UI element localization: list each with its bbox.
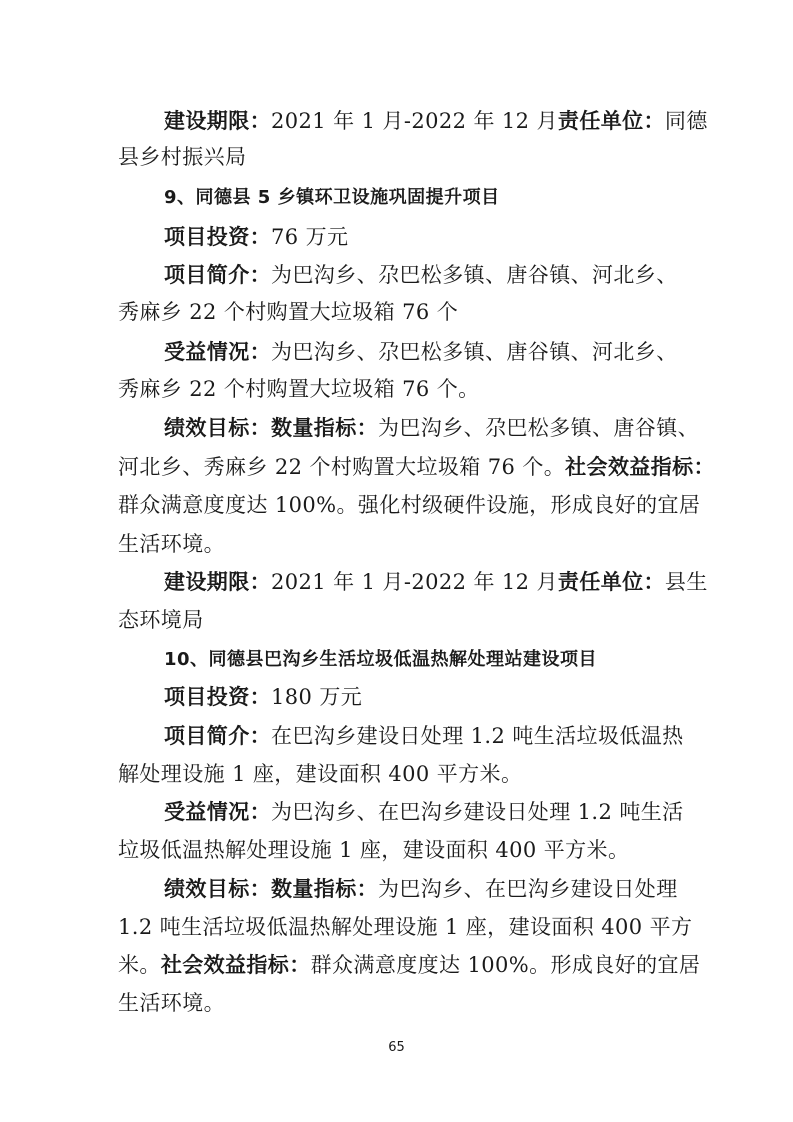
text-line: 生活环境。 [118,532,225,556]
text-line: 建设期限：2021 年 1 月-2022 年 12 月责任单位：县生 [164,570,708,594]
text-line: 秀麻乡 22 个村购置大垃圾箱 76 个。 [118,377,480,401]
text-line: 项目投资：76 万元 [164,225,349,249]
text-line: 县乡村振兴局 [118,145,247,169]
text-line: 建设期限：2021 年 1 月-2022 年 12 月责任单位：同德 [164,109,708,133]
text-line: 群众满意度度达 100%。强化村级硬件设施，形成良好的宜居 [118,493,701,517]
text-line: 垃圾低温热解处理设施 1 座，建设面积 400 平方米。 [118,838,630,862]
text-line: 解处理设施 1 座，建设面积 400 平方米。 [118,762,523,786]
text-line: 秀麻乡 22 个村购置大垃圾箱 76 个 [118,300,459,324]
text-line: 绩效目标：数量指标：为巴沟乡、尕巴松多镇、唐谷镇、 [164,416,699,440]
text-line: 项目简介：为巴沟乡、尕巴松多镇、唐谷镇、河北乡、 [164,263,678,287]
text-line: 绩效目标：数量指标：为巴沟乡、在巴沟乡建设日处理 [164,877,678,901]
text-line: 项目投资：180 万元 [164,685,363,709]
text-line: 项目简介：在巴沟乡建设日处理 1.2 吨生活垃圾低温热 [164,724,684,748]
text-line: 受益情况：为巴沟乡、尕巴松多镇、唐谷镇、河北乡、 [164,340,678,364]
text-line: 态环境局 [118,608,204,632]
section-heading: 9、同德县 5 乡镇环卫设施巩固提升项目 [164,187,500,208]
section-heading: 10、同德县巴沟乡生活垃圾低温热解处理站建设项目 [164,649,598,670]
text-line: 河北乡、秀麻乡 22 个村购置大垃圾箱 76 个。社会效益指标： [118,455,715,479]
text-line: 1.2 吨生活垃圾低温热解处理设施 1 座，建设面积 400 平方 [118,915,693,939]
text-line: 生活环境。 [118,991,225,1015]
text-line: 米。社会效益指标：群众满意度度达 100%。形成良好的宜居 [118,953,701,977]
text-line: 受益情况：为巴沟乡、在巴沟乡建设日处理 1.2 吨生活 [164,800,684,824]
page-number: 65 [388,1040,405,1055]
